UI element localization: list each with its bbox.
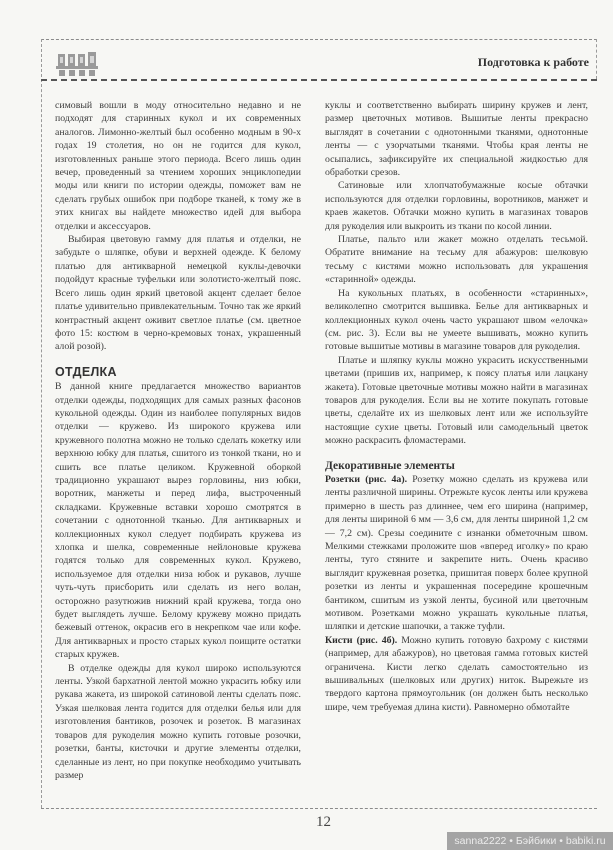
paragraph-rosettes [325,473,588,634]
page-frame-top [41,39,597,40]
paragraph: В отделке одежды для кукол широко используются ленты. Узкой бархатной лентой можно украсить юбку или рукава жакета, из широкой сатиновой ленты сделать пояс. Узкая шелковая лента годится для отделки белья или для изготовления бантиков, розочек и розеток. В магазинах товаров для рукоделия можно купить готовые розочки, розетки, банты, кисточки и другие элементы отделки, сделанные из лент, но при покупке необходимо учитывать размер [55,662,301,781]
rosettes-lead: Розетки (рис. 4а). [325,473,408,485]
paragraph: куклы и соответственно выбирать ширину кружев и лент, размер цветочных мотивов. Вышитые ленты прекрасно выглядят в сочетании с однотонными тканями, однотонные ленты — с узорчатыми тканями. Чтобы края ленты не осыпались, зафиксируйте их специальной жидкостью для обработки срезов. [325,100,588,179]
subsection-heading-decorative: Декоративные элементы [325,459,455,472]
page-frame-left [41,39,42,808]
paragraph-tassels [325,634,588,714]
paragraph: Платье, пальто или жакет можно отделать тесьмой. Обратите внимание на тесьму для абажуров: шелковую тесьму с кистями можно использовать для украшения «старинной» одежды. [325,234,588,286]
watermark: sanna2222 • Бэйбики • babiki.ru [447,832,613,850]
paragraph: В данной книге предлагается множество вариантов отделки одежды, подходящих для самых разных фасонов кукольной одежды. Один из наиболее популярных видов отделки — кружево. Из широкого кружева или кружевного полотна можно не только сделать кокетку или верхнюю юбку для платья, сшитого из тонкой ткани, но и сшить все платье целиком. Кружевной оборкой традиционно украшают вырез горловины, низ юбки, воротник, манжеты и перед лифа, выстроченный складками. Кружевные вставки хорошо смотрятся в сочетании с однотонной тканью. Для антикварных и коллекционных кукол следует подбирать кружева из хлопка и шелка, современные нейлоновые кружева годятся только для современных кукол. Кружево, используемое для отделки низа юбок и рукавов, лучше чуть-чуть присборить или сделать из него волан, осторожно разутюжив нижний край кружева, тогда оно будет выглядеть лучше. Белому кружеву можно придать бежевый оттенок, окрасив его в некрепком чае или кофе. Для антикварных и просто старых кукол поищите остатки старых кружев. [55,381,301,661]
page-number: 12 [316,814,331,830]
tassels-lead: Кисти (рис. 4б). [325,634,398,646]
tassels-text: Можно купить готовую бахрому с кистями (например, для абажуров), но цветовая гамма готовых кистей ограничена. Кисти легко сделать самостоятельно из вышивальных (шелковых или других) ниток. Вырежьте из твердого картона прямоугольник (он должен быть несколько шире, чем требуемая длина кисти). Равномерно обмотайте [325,634,588,713]
paragraph: Выбирая цветовую гамму для платья и отделки, не забудьте о шляпке, обуви и верхней одежде. К белому платью для антикварной немецкой куклы-девочки подойдут красные туфельки или золотисто-желтый пояс. Всего лишь один яркий цветовой акцент сделает белое платье удивительно привлекательным. Точно так же яркий контрастный акцент оживит светлое платье (см. цветное фото 15: костюм в черно-кремовых тонах, украшенный алой розой). [55,234,301,353]
paragraph: симовый вошли в моду относительно недавно и не подходят для старинных кукол и их современных аналогов. Лимонно-желтый был особенно модным в 90-х годах 19 столетия, но он не годится для кукол, изготовленных раньше этого периода. Всего лишь один вечер, проведенный за чтением хороших энциклопедии моды или книги по истории одежды, поможет вам не сделать грубых ошибок при подборе тканей, к тому же в этих книгах вы найдете множество идей для выбора отделки и аксессуаров. [55,100,301,232]
footer-divider [41,808,597,809]
paragraph: Сатиновые или хлопчатобумажные косые обтачки используются для отделки горловины, воротников, манжет и краев жакетов. Обтачки можно купить в магазинах товаров для рукоделия или выкроить из ткани по косой линии. [325,180,588,232]
dolls-row-logo-icon [56,51,100,77]
rosettes-text: Розетку можно сделать из кружева или ленты различной ширины. Отрежьте кусок ленты или кружева примерно в шесть раз длиннее, чем его ширина (например, для ленты шириной 6 мм — 3,6 см, для ленты шириной 1,2 см — 7,2 см). Срезы соедините с изнанки обметочным швом. Мелкими стежками проложите шов «вперед иголку» по краю ленты, туго стяните и закрепите нить. Очень красиво выглядит кружевная розетка, пришитая поверх более крупной розетки из ленты и украшенная посередине крошечным бантиком, сшитым из узкой ленты, бусиной или цветочным мотивом. Розетками можно украшать кукольные платья, шляпки и детские шапочки, а также туфли. [325,473,588,633]
running-header-title: Подготовка к работе [477,55,589,69]
paragraph: На кукольных платьях, в особенности «старинных», великолепно смотрится вышивка. Белье для антикварных и коллекционных кукол очень часто украшают швом «елочка» (см. рис. 3). Если вы не умеете вышивать, можно купить готовые вышитые мотивы в магазине товаров для рукоделия. [325,287,588,353]
right-column [325,99,588,714]
left-column [55,99,301,782]
paragraph: Платье и шляпку куклы можно украсить искусственными цветами (пришив их, например, к поясу платья или лацкану жакета). Готовые цветочные мотивы можно найти в магазинах товаров для рукоделия. Если вы не хотите покупать готовые цветы, сделайте их из шелковых лент или же используйте настоящие сухие цветы. Готовый или самодельный цветок можно раскрасить фломастерами. [325,354,588,447]
page-frame-right [596,39,597,79]
section-heading-otdelka: ОТДЕЛКА [55,364,117,379]
header-divider [41,79,597,81]
